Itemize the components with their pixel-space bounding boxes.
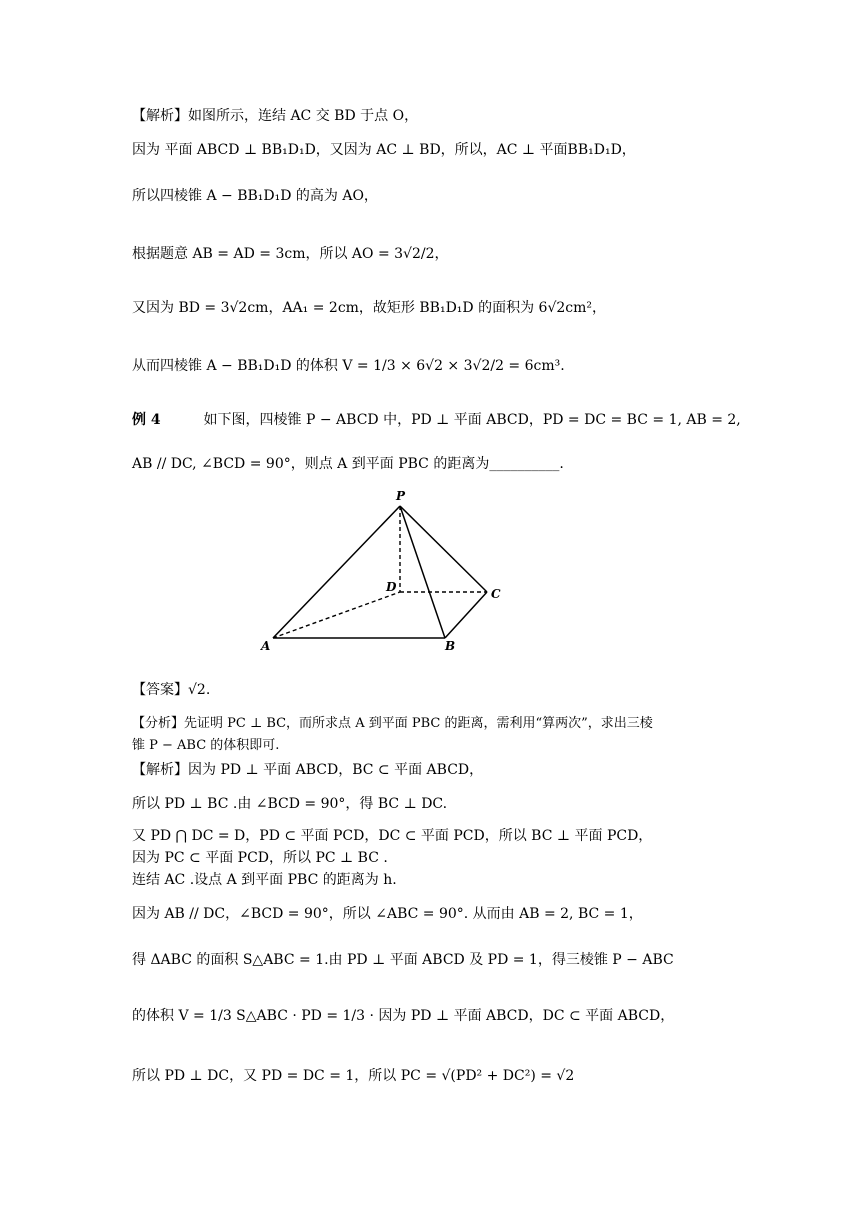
- pyramid-figure: [255, 488, 515, 658]
- intro-line-3: 所以四棱锥 A − BB₁D₁D 的高为 AO，: [132, 188, 378, 204]
- solution-line-6: 因为 AB // DC，∠BCD = 90°，所以 ∠ABC = 90°. 从而由 AB = 2, BC = 1，: [132, 906, 643, 922]
- solution-line-3: 又 PD ⋂ DC = D，PD ⊂ 平面 PCD，DC ⊂ 平面 PCD，所以 BC ⊥ 平面 PCD，: [132, 828, 653, 844]
- intro-line-2: 因为 平面 ABCD ⊥ BB₁D₁D，又因为 AC ⊥ BD，所以，AC ⊥ 平面BB₁D₁D，: [132, 142, 636, 158]
- answer-line: 【答案】√2.: [132, 682, 211, 698]
- example-label: 例 4: [132, 412, 161, 428]
- edge-PB: [400, 506, 445, 638]
- example-line-2: AB // DC, ∠BCD = 90°，则点 A 到平面 PBC 的距离为__________.: [132, 456, 564, 472]
- intro-line-4: 根据题意 AB = AD = 3cm，所以 AO = 3√2/2，: [132, 246, 449, 262]
- solution-line-4: 因为 PC ⊂ 平面 PCD，所以 PC ⊥ BC .: [132, 850, 388, 866]
- edge-PA: [273, 506, 400, 638]
- solution-line-5: 连结 AC .设点 A 到平面 PBC 的距离为 h.: [132, 872, 397, 888]
- solution-line-2: 所以 PD ⊥ BC .由 ∠BCD = 90°，得 BC ⊥ DC.: [132, 796, 448, 812]
- edge-BC: [445, 592, 487, 638]
- label-A: A: [261, 639, 271, 653]
- edge-PC: [400, 506, 487, 592]
- intro-line-5: 又因为 BD = 3√2cm，AA₁ = 2cm，故矩形 BB₁D₁D 的面积为 6√2cm²，: [132, 300, 606, 316]
- example-text-1: 如下图，四棱锥 P − ABCD 中，PD ⊥ 平面 ABCD，PD = DC = BC = 1, AB = 2,: [203, 412, 741, 428]
- intro-line-1: 【解析】如图所示，连结 AC 交 BD 于点 O，: [132, 108, 419, 124]
- label-C: C: [491, 587, 501, 601]
- intro-line-6: 从而四棱锥 A − BB₁D₁D 的体积 V = 1/3 × 6√2 × 3√2/2 = 6cm³.: [132, 358, 565, 374]
- solution-line-9: 所以 PD ⊥ DC，又 PD = DC = 1，所以 PC = √(PD² + DC²) = √2: [132, 1068, 575, 1084]
- pyramid-diagram: [255, 488, 515, 658]
- analysis-line-2: 锥 P − ABC 的体积即可.: [132, 738, 280, 753]
- example-line-1: [132, 410, 752, 430]
- edge-AD: [273, 592, 400, 638]
- label-P: P: [396, 489, 406, 503]
- solution-line-1: 【解析】因为 PD ⊥ 平面 ABCD，BC ⊂ 平面 ABCD，: [132, 762, 484, 778]
- analysis-line-1: 【分析】先证明 PC ⊥ BC，而所求点 A 到平面 PBC 的距离，需利用“算两次”，求出三棱: [132, 716, 653, 731]
- solution-line-8: 的体积 V = 1/3 S△ABC · PD = 1/3 · 因为 PD ⊥ 平面 ABCD，DC ⊂ 平面 ABCD，: [132, 1008, 675, 1024]
- solution-line-7: 得 ΔABC 的面积 S△ABC = 1.由 PD ⊥ 平面 ABCD 及 PD = 1，得三棱锥 P − ABC: [132, 952, 674, 968]
- label-D: D: [386, 580, 397, 594]
- label-B: B: [445, 639, 456, 653]
